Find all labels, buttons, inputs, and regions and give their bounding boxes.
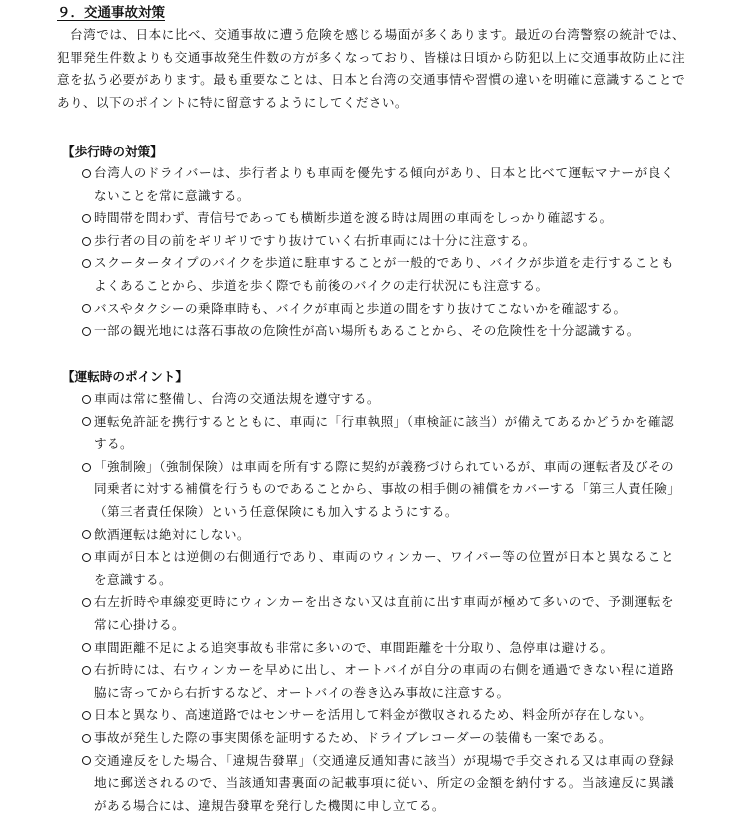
driving-item-text: 「強制險」（強制保険）は車両を所有する際に契約が義務づけられているが、車両の運転者及びその同乗者に対する補償を行うものであることから、事故の相手側の補償をカバーする「第三人責任險」（第三者責任保険）という任意保険にも加入するようにする。 (94, 458, 674, 519)
driving-item-text: 交通違反をした場合、「違規告發單」（交通違反通知書に該当）が現場で手交される又は車両の登録地に郵送されるので、当該通知書裏面の記載事項に従い、所定の金額を納付する。当該違反に異議がある場合には、違規告發單を発行した機関に申し立てる。 (94, 752, 674, 813)
pedestrian-item (0, 320, 674, 343)
pedestrian-item (0, 207, 674, 230)
pedestrian-subheading: 【歩行時の対策】 (62, 144, 163, 159)
driving-item-text: 右左折時や車線変更時にウィンカーを出さない又は直前に出す車両が極めて多いので、予測運転を常に心掛ける。 (94, 594, 674, 632)
pedestrian-item-text: スクータータイプのバイクを歩道に駐車することが一般的であり、バイクが歩道を走行することもよくあることから、歩道を歩く際でも前後のバイクの走行状況にも注意する。 (94, 255, 674, 293)
circle-bullet-icon (80, 750, 92, 773)
circle-bullet-icon (80, 388, 92, 411)
driving-item (0, 591, 674, 636)
driving-item (0, 411, 674, 456)
driving-item (0, 659, 674, 704)
driving-item (0, 524, 674, 547)
driving-item-text: 日本と異なり、高速道路ではセンサーを活用して料金が徴収されるため、料金所が存在しない。 (94, 707, 653, 723)
driving-list (0, 388, 674, 817)
circle-bullet-icon (80, 727, 92, 750)
circle-bullet-icon (80, 320, 92, 343)
pedestrian-item (0, 252, 674, 297)
driving-item (0, 456, 674, 524)
driving-item (0, 637, 674, 660)
circle-bullet-icon (80, 230, 92, 253)
driving-item-text: 運転免許証を携行するとともに、車両に「行車執照」（車検証に該当）が備えてあるかどうかを確認する。 (94, 413, 674, 452)
pedestrian-item-text: 時間帯を問わず、青信号であっても横断歩道を渡る時は周囲の車両をしっかり確認する。 (94, 210, 613, 226)
circle-bullet-icon (80, 659, 92, 682)
circle-bullet-icon (80, 524, 92, 547)
section-heading: ９．交通事故対策 (57, 5, 165, 21)
driving-item-text: 右折時には、右ウィンカーを早めに出し、オートバイが自分の車両の右側を通過できない程に道路脇に寄ってから右折するなど、オートバイの巻き込み事故に注意する。 (94, 662, 674, 700)
pedestrian-item-text: 一部の観光地には落石事故の危険性が高い場所もあることから、その危険性を十分認識する。 (94, 323, 640, 339)
pedestrian-item (0, 298, 674, 321)
driving-item-text: 車間距離不足による追突事故も非常に多いので、車間距離を十分取り、急停車は避ける。 (94, 639, 614, 655)
circle-bullet-icon (80, 411, 92, 434)
driving-item (0, 704, 674, 727)
driving-item-text: 車両が日本とは逆側の右側通行であり、車両のウィンカー、ワイパー等の位置が日本と異なることを意識する。 (94, 549, 674, 587)
pedestrian-list (0, 162, 674, 343)
circle-bullet-icon (80, 252, 92, 275)
circle-bullet-icon (80, 704, 92, 727)
pedestrian-item-text: バスやタクシーの乗降車時も、バイクが車両と歩道の間をすり抜けてこないかを確認する。 (94, 300, 627, 316)
pedestrian-item (0, 230, 674, 253)
driving-item (0, 750, 674, 818)
driving-item (0, 388, 674, 411)
pedestrian-item-text: 台湾人のドライバーは、歩行者よりも車両を優先する傾向があり、日本と比べて運転マナーが良くないことを常に意識する。 (94, 165, 674, 203)
driving-item-text: 事故が発生した際の事実関係を証明するため、ドライブレコーダーの装備も一案である。 (94, 729, 612, 745)
circle-bullet-icon (80, 637, 92, 660)
circle-bullet-icon (80, 546, 92, 569)
circle-bullet-icon (80, 207, 92, 230)
circle-bullet-icon (80, 162, 92, 185)
intro-paragraph: 台湾では、日本に比べ、交通事故に遭う危険を感じる場面が多くあります。最近の台湾警察の統計では、犯罪発生件数よりも交通事故発生件数の方が多くなっており、皆様は日頃から防犯以上に交通事故防止に注意を払う必要があります。最も重要なことは、日本と台湾の交通事情や習慣の違いを明確に意識することであり、以下のポイントに特に留意するようにしてください。 (57, 27, 685, 110)
circle-bullet-icon (80, 298, 92, 321)
driving-subheading: 【運転時のポイント】 (62, 369, 188, 384)
driving-item-text: 飲酒運転は絶対にしない。 (94, 526, 250, 542)
driving-item-text: 車両は常に整備し、台湾の交通法規を遵守する。 (94, 391, 380, 406)
circle-bullet-icon (80, 591, 92, 614)
driving-item (0, 546, 674, 591)
driving-item (0, 727, 674, 750)
circle-bullet-icon (80, 456, 92, 479)
pedestrian-item (0, 162, 674, 207)
pedestrian-item-text: 歩行者の目の前をギリギリですり抜けていく右折車両には十分に注意する。 (94, 232, 536, 248)
